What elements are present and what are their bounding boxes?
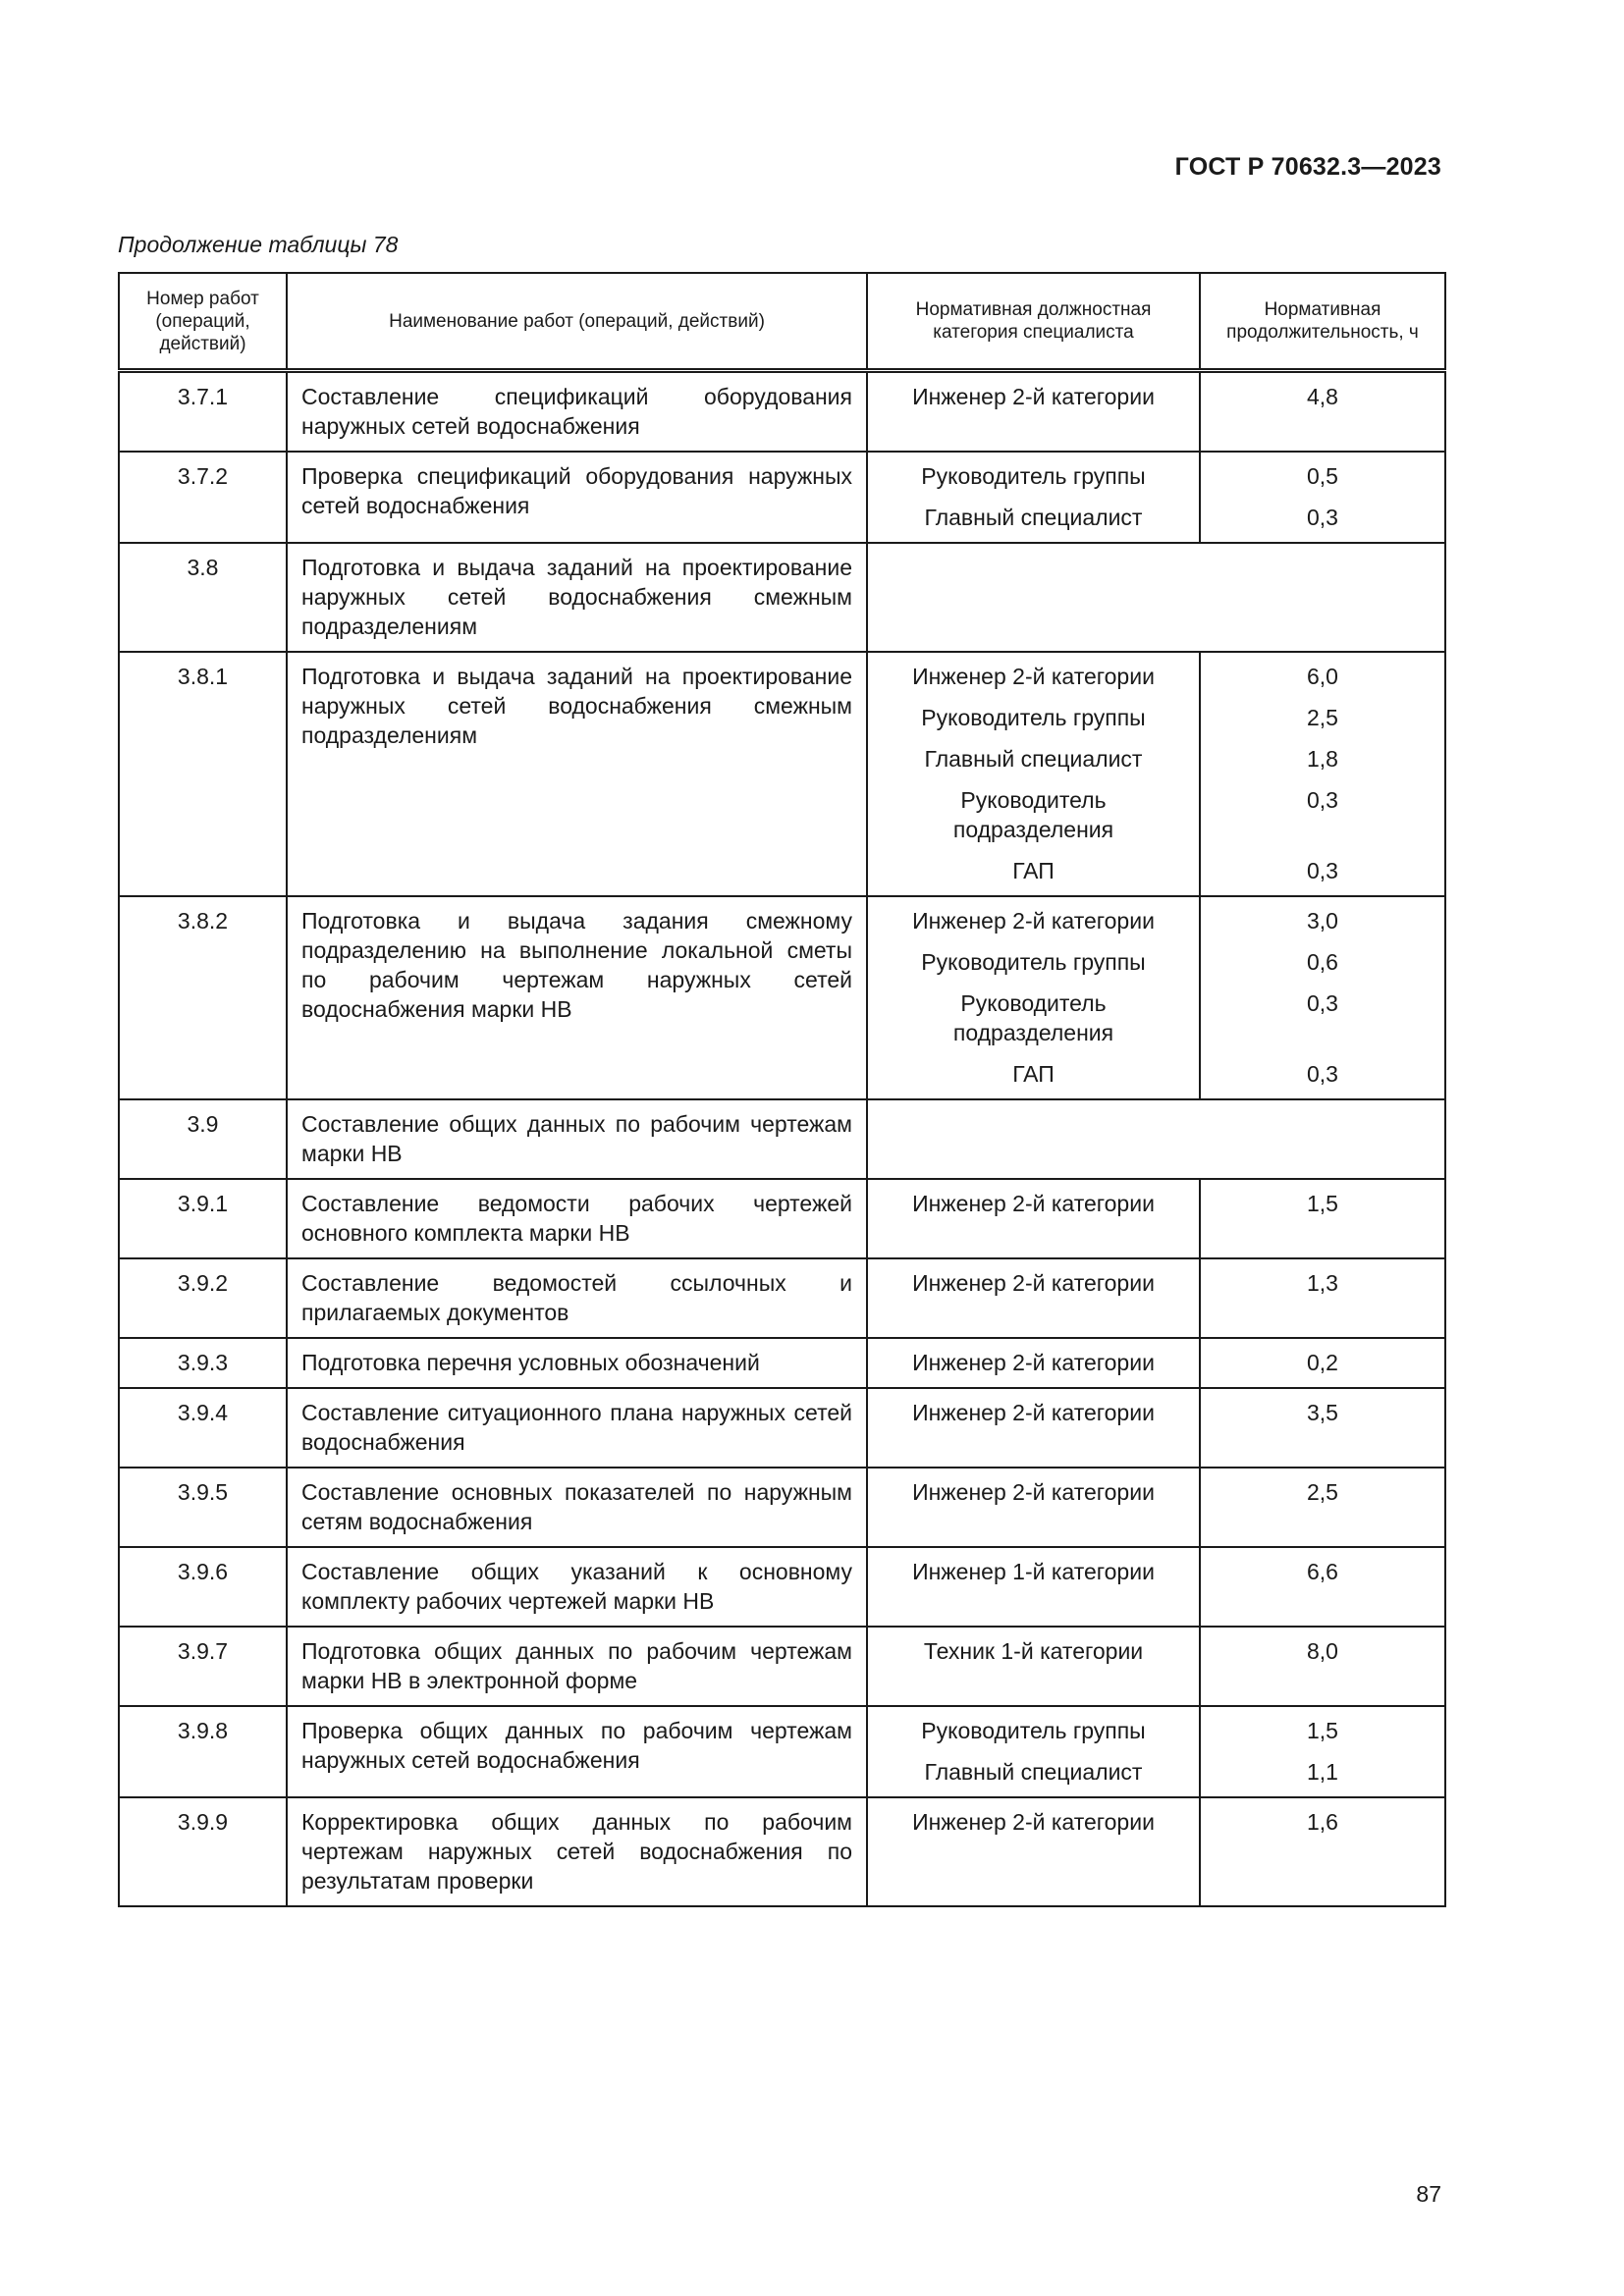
specialist-category: Инженер 2-й категории <box>867 1797 1200 1906</box>
norms-table <box>118 272 1446 1907</box>
specialist-category: Инженер 2-й категории <box>867 1258 1200 1338</box>
duration-value: 4,8 <box>1200 371 1445 453</box>
work-name: Составление ведомости рабочих чертежей основного комплекта марки НВ <box>287 1179 867 1258</box>
document-code: ГОСТ Р 70632.3—2023 <box>1174 153 1441 181</box>
table-subrow <box>119 452 1445 497</box>
duration-value: 1,5 <box>1200 1706 1445 1751</box>
specialist-category: Инженер 2-й категории <box>867 1179 1200 1258</box>
work-name: Подготовка и выдача заданий на проектирование наружных сетей водоснабжения смежным подразделениям <box>287 543 867 652</box>
work-name: Проверка общих данных по рабочим чертежам наружных сетей водоснабжения <box>287 1706 867 1797</box>
work-name: Составление основных показателей по наружным сетям водоснабжения <box>287 1468 867 1547</box>
duration-value: 1,5 <box>1200 1179 1445 1258</box>
duration-value: 0,3 <box>1200 497 1445 543</box>
specialist-category: Руководитель группы <box>867 452 1200 497</box>
duration-value: 1,8 <box>1200 738 1445 779</box>
work-number: 3.9 <box>119 1099 287 1179</box>
specialist-category: Руководитель группы <box>867 941 1200 983</box>
duration-value: 0,2 <box>1200 1338 1445 1388</box>
table-row <box>119 1258 1445 1338</box>
table-row <box>119 1468 1445 1547</box>
specialist-category: Инженер 1-й категории <box>867 1547 1200 1627</box>
table-row <box>119 1179 1445 1258</box>
work-name: Подготовка общих данных по рабочим чертежам марки НВ в электронной форме <box>287 1627 867 1706</box>
work-name: Корректировка общих данных по рабочим чертежам наружных сетей водоснабжения по результатам проверки <box>287 1797 867 1906</box>
work-number: 3.9.5 <box>119 1468 287 1547</box>
work-name: Подготовка и выдача заданий на проектирование наружных сетей водоснабжения смежным подразделениям <box>287 652 867 896</box>
column-header-number: Номер работ (операций, действий) <box>119 273 287 371</box>
work-name: Составление общих указаний к основному комплекту рабочих чертежей марки НВ <box>287 1547 867 1627</box>
work-number: 3.9.7 <box>119 1627 287 1706</box>
work-number: 3.9.6 <box>119 1547 287 1627</box>
specialist-category: Техник 1-й категории <box>867 1627 1200 1706</box>
work-number: 3.9.3 <box>119 1338 287 1388</box>
duration-value: 0,3 <box>1200 850 1445 896</box>
specialist-category: Инженер 2-й категории <box>867 896 1200 941</box>
work-number: 3.7.2 <box>119 452 287 543</box>
specialist-category: Главный специалист <box>867 497 1200 543</box>
specialist-category: Руководитель группы <box>867 1706 1200 1751</box>
work-number: 3.9.9 <box>119 1797 287 1906</box>
empty-norm-cell <box>867 543 1445 652</box>
specialist-category: ГАП <box>867 850 1200 896</box>
table-subrow <box>119 896 1445 941</box>
table-row <box>119 1388 1445 1468</box>
specialist-category: Руководитель подразделения <box>867 779 1200 850</box>
work-number: 3.8 <box>119 543 287 652</box>
table-subrow <box>119 652 1445 697</box>
column-header-name: Наименование работ (операций, действий) <box>287 273 867 371</box>
table-subrow <box>119 1706 1445 1751</box>
duration-value: 0,3 <box>1200 983 1445 1053</box>
work-number: 3.9.4 <box>119 1388 287 1468</box>
duration-value: 3,5 <box>1200 1388 1445 1468</box>
specialist-category: Инженер 2-й категории <box>867 371 1200 453</box>
specialist-category: Инженер 2-й категории <box>867 1338 1200 1388</box>
work-name: Составление общих данных по рабочим чертежам марки НВ <box>287 1099 867 1179</box>
work-name: Составление спецификаций оборудования наружных сетей водоснабжения <box>287 371 867 453</box>
page-number: 87 <box>1416 2181 1441 2207</box>
table-row <box>119 1797 1445 1906</box>
specialist-category: Главный специалист <box>867 738 1200 779</box>
specialist-category: Инженер 2-й категории <box>867 1468 1200 1547</box>
table-caption: Продолжение таблицы 78 <box>118 232 399 257</box>
specialist-category: Главный специалист <box>867 1751 1200 1797</box>
work-number: 3.8.2 <box>119 896 287 1099</box>
duration-value: 0,5 <box>1200 452 1445 497</box>
table-body <box>119 371 1445 1907</box>
work-number: 3.9.2 <box>119 1258 287 1338</box>
specialist-category: Инженер 2-й категории <box>867 652 1200 697</box>
specialist-category: ГАП <box>867 1053 1200 1099</box>
work-number: 3.8.1 <box>119 652 287 896</box>
duration-value: 6,0 <box>1200 652 1445 697</box>
duration-value: 0,3 <box>1200 779 1445 850</box>
duration-value: 1,3 <box>1200 1258 1445 1338</box>
table-row <box>119 1547 1445 1627</box>
duration-value: 8,0 <box>1200 1627 1445 1706</box>
work-number: 3.9.8 <box>119 1706 287 1797</box>
work-name: Проверка спецификаций оборудования наружных сетей водоснабжения <box>287 452 867 543</box>
table-row <box>119 543 1445 652</box>
duration-value: 1,1 <box>1200 1751 1445 1797</box>
specialist-category: Руководитель подразделения <box>867 983 1200 1053</box>
specialist-category: Руководитель группы <box>867 697 1200 738</box>
duration-value: 0,3 <box>1200 1053 1445 1099</box>
work-name: Подготовка перечня условных обозначений <box>287 1338 867 1388</box>
column-header-category: Нормативная должностная категория специалиста <box>867 273 1200 371</box>
table-row <box>119 1338 1445 1388</box>
table-row <box>119 371 1445 453</box>
table-header-row <box>119 273 1445 371</box>
duration-value: 2,5 <box>1200 697 1445 738</box>
work-name: Подготовка и выдача задания смежному подразделению на выполнение локальной сметы по рабочим чертежам наружных сетей водоснабжения марки НВ <box>287 896 867 1099</box>
work-name: Составление ведомостей ссылочных и прилагаемых документов <box>287 1258 867 1338</box>
duration-value: 3,0 <box>1200 896 1445 941</box>
table-row <box>119 1099 1445 1179</box>
column-header-duration: Нормативная продолжительность, ч <box>1200 273 1445 371</box>
specialist-category: Инженер 2-й категории <box>867 1388 1200 1468</box>
duration-value: 1,6 <box>1200 1797 1445 1906</box>
duration-value: 0,6 <box>1200 941 1445 983</box>
duration-value: 2,5 <box>1200 1468 1445 1547</box>
work-name: Составление ситуационного плана наружных сетей водоснабжения <box>287 1388 867 1468</box>
empty-norm-cell <box>867 1099 1445 1179</box>
work-number: 3.9.1 <box>119 1179 287 1258</box>
table-row <box>119 1627 1445 1706</box>
duration-value: 6,6 <box>1200 1547 1445 1627</box>
work-number: 3.7.1 <box>119 371 287 453</box>
